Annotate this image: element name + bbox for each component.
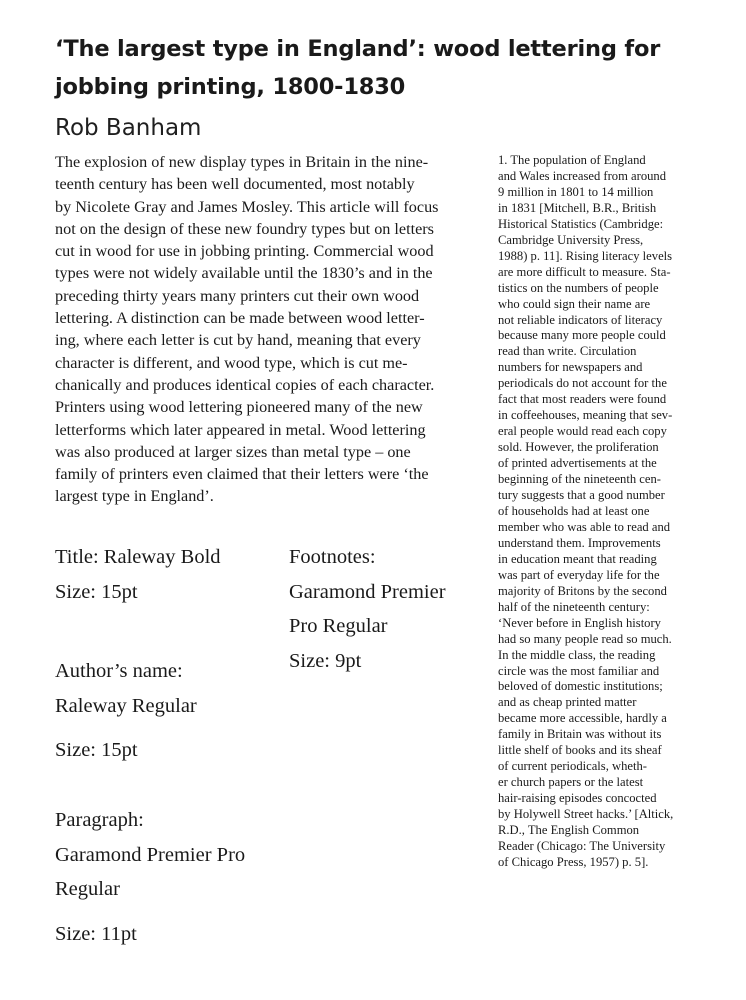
footnote-line: read than write. Circulation	[498, 344, 637, 359]
footnote-line: beloved of domestic institutions;	[498, 679, 663, 694]
spec-paragraph-font	[55, 803, 245, 951]
author-name: Rob Banham	[55, 115, 202, 141]
footnote-line: had so many people read so much.	[498, 631, 672, 646]
spec-line: Garamond Premier	[289, 580, 446, 603]
article-title	[55, 30, 695, 106]
footnote-line: circle was the most familiar and	[498, 663, 660, 678]
footnote-line: of households had at least one	[498, 503, 650, 518]
footnote-line: of Chicago Press, 1957) p. 5].	[498, 854, 649, 869]
footnote-line: and Wales increased from around	[498, 168, 667, 183]
footnote-line: and as cheap printed matter	[498, 695, 637, 710]
body-line: ing, where each letter is cut by hand, meaning that every	[55, 331, 421, 350]
footnote-line: little shelf of books and its sheaf	[498, 743, 662, 758]
footnote-line: of current periodicals, wheth-	[498, 759, 647, 774]
body-line: cut in wood for use in jobbing printing. Commercial wood	[55, 242, 434, 261]
footnote-line: numbers for newspapers and	[498, 360, 643, 375]
spec-footnotes-font	[289, 540, 446, 678]
spec-author-font	[55, 654, 197, 768]
footnote-line: eral people would read each copy	[498, 424, 667, 439]
footnote-line: in 1831 [Mitchell, B.R., British	[498, 200, 657, 215]
body-line: largest type in England’.	[55, 487, 214, 506]
footnote-line: family in Britain was without its	[498, 727, 662, 742]
spec-line: Paragraph:	[55, 809, 144, 831]
body-line: letterforms which later appeared in metal. Wood lettering	[55, 420, 426, 439]
spec-line: Regular	[55, 878, 120, 900]
spec-line: Raleway Regular	[55, 694, 197, 717]
spec-line: Size: 15pt	[55, 739, 138, 761]
footnote-line: Historical Statistics (Cambridge:	[498, 216, 664, 231]
footnote-line: in coffeehouses, meaning that sev-	[498, 408, 673, 423]
spec-line: Footnotes:	[289, 546, 376, 568]
footnote-line: fact that most readers were found	[498, 392, 667, 407]
body-line: family of printers even claimed that their letters were ‘the	[55, 465, 429, 484]
footnote-line: In the middle class, the reading	[498, 647, 656, 662]
spec-line: Size: 9pt	[289, 649, 362, 672]
footnote-line: tury suggests that a good number	[498, 488, 665, 503]
body-line: types were not widely available until the 1830’s and in the	[55, 264, 433, 283]
footnote-line: Reader (Chicago: The University	[498, 838, 666, 853]
footnote-line: by Holywell Street hacks.’ [Altick,	[498, 807, 674, 822]
footnote-line: Cambridge University Press,	[498, 232, 644, 247]
spec-line: Garamond Premier Pro	[55, 843, 246, 866]
spec-line: Title: Raleway Bold	[55, 546, 221, 568]
footnote-line: understand them. Improvements	[498, 535, 661, 550]
footnote-line: of printed advertisements at the	[498, 456, 657, 471]
spec-line: Pro Regular	[289, 615, 388, 637]
footnote-line: not reliable indicators of literacy	[498, 312, 663, 327]
body-line: was also produced at larger sizes than metal type – one	[55, 442, 411, 461]
footnote-line: er church papers or the latest	[498, 775, 644, 790]
body-line: preceding thirty years many printers cut their own wood	[55, 286, 420, 305]
title-line: jobbing printing, 1800-1830	[55, 74, 406, 100]
footnote-line: member who was able to read and	[498, 519, 671, 534]
body-line: chanically and produces identical copies of each character.	[55, 375, 435, 394]
footnote-line: majority of Britons by the second	[498, 583, 667, 598]
footnote-line: half of the nineteenth century:	[498, 599, 650, 614]
spec-title-font	[55, 540, 221, 609]
title-line: ‘The largest type in England’: wood lettering for	[55, 36, 661, 62]
body-line: The explosion of new display types in Britain in the nine-	[55, 153, 429, 171]
footnote-line: beginning of the nineteenth cen-	[498, 472, 661, 487]
footnote-line: periodicals do not account for the	[498, 376, 667, 391]
spec-line: Author’s name:	[55, 660, 183, 682]
footnote-line: 1988) p. 11]. Rising literacy levels	[498, 248, 673, 263]
footnote	[498, 153, 708, 871]
footnote-line: are more difficult to measure. Sta-	[498, 264, 671, 279]
spec-line: Size: 15pt	[55, 580, 138, 603]
body-line: not on the design of these new foundry types but on letters	[55, 219, 434, 238]
footnote-line: tistics on the numbers of people	[498, 280, 659, 295]
footnote-line: R.D., The English Common	[498, 823, 640, 838]
body-line: Printers using wood lettering pioneered many of the new	[55, 398, 423, 417]
body-line: teenth century has been well documented, most notably	[55, 175, 415, 194]
footnote-line: ‘Never before in English history	[498, 615, 661, 630]
body-paragraph	[55, 151, 475, 508]
footnote-line: was part of everyday life for the	[498, 567, 660, 582]
footnote-line: who could sign their name are	[498, 296, 651, 311]
footnote-line: in education meant that reading	[498, 551, 657, 566]
footnote-line: because many more people could	[498, 328, 666, 343]
footnote-line: 9 million in 1801 to 14 million	[498, 184, 654, 199]
body-line: by Nicolete Gray and James Mosley. This article will focus	[55, 197, 439, 216]
footnote-line: hair-raising episodes concocted	[498, 791, 657, 806]
footnote-line: 1. The population of England	[498, 153, 646, 167]
spec-line: Size: 11pt	[55, 922, 137, 945]
body-line: character is different, and wood type, which is cut me-	[55, 353, 408, 372]
footnote-line: became more accessible, hardly a	[498, 711, 667, 726]
body-line: lettering. A distinction can be made between wood letter-	[55, 309, 425, 328]
footnote-line: sold. However, the proliferation	[498, 440, 659, 455]
